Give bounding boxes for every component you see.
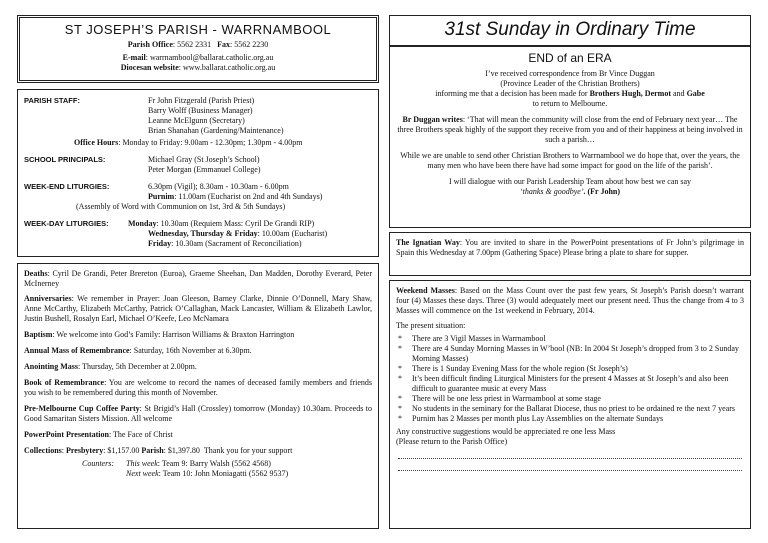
ignatian-box <box>389 232 751 276</box>
list-item: * Purnim has 2 Masses per month plus Lay Assemblies on the alternate Sundays <box>396 414 744 424</box>
fax-label: Fax <box>217 40 230 49</box>
weekday-times <box>128 219 327 249</box>
email-line <box>20 53 376 63</box>
this-week-value: : Team 9: Barry Walsh (5562 4568) <box>157 459 271 468</box>
book-notice <box>24 378 372 398</box>
era-line: I’ve received correspondence from Br Vince Duggan <box>485 69 655 78</box>
duggan-label: Br Duggan writes <box>402 115 463 124</box>
staff-member: Brian Shanahan (Gardening/Maintenance) <box>148 126 284 135</box>
suggestion-line-1[interactable] <box>398 447 742 459</box>
list-item: * There will be one less priest in Warrnambool at some stage <box>396 394 744 404</box>
fr-john-sign: . (Fr John) <box>583 187 621 196</box>
principals-section <box>24 155 372 175</box>
weekend-line1: 6.30pm (Vigil); 8.30am - 10.30am - 6.00pm <box>148 182 289 191</box>
powerpoint-label: PowerPoint Presentation <box>24 430 109 439</box>
situation-list <box>396 334 744 424</box>
anointing-text: : Thursday, 5th December at 2.00pm. <box>78 362 197 371</box>
email-label: E-mail <box>122 53 146 62</box>
office-hours <box>74 138 372 148</box>
powerpoint-text: : The Face of Christ <box>108 430 173 439</box>
weekday-wtf <box>148 229 327 239</box>
era-paragraph-2 <box>396 115 744 145</box>
weekday-monday <box>128 219 327 229</box>
weekend-masses-box <box>389 280 751 529</box>
website-line <box>20 63 376 73</box>
friday-label: Friday <box>148 239 172 248</box>
baptism-label: Baptism <box>24 330 53 339</box>
ignatian-text: : You are invited to share in the PowerPoint presentations of Fr John’s pilgrimage in Spain this Wednesday at 7.00pm (Gathering Space) Please bring a plate to share for supper. <box>396 238 745 257</box>
principal: Peter Morgan (Emmanuel College) <box>148 165 261 174</box>
collections-thanks: Thank you for your support <box>203 446 293 455</box>
staff-list <box>148 96 284 136</box>
deaths-text: : Cyril De Grandi, Peter Brereton (Euroa), Graeme Sheehan, Dan Madden, Dorothy Everard, Peter McInerney <box>24 269 372 288</box>
weekend-times <box>148 182 322 202</box>
collections-notice: Collections: Presbytery: $1,157.00 Parish: $1,397.80 Thank you for your support <box>24 446 293 455</box>
annual-mass-text: : Saturday, 16th November at 6.30pm. <box>129 346 252 355</box>
staff-section <box>24 96 372 136</box>
parish-header-box <box>17 15 379 83</box>
anointing-label: Anointing Mass <box>24 362 79 371</box>
monday-label: Monday <box>128 219 157 228</box>
weekend-section <box>24 182 372 202</box>
parish-name: ST JOSEPH’S PARISH - WARRNAMBOOL <box>64 22 332 37</box>
wtf-label: Wednesday, Thursday & Friday <box>148 229 258 238</box>
office-phone: : 5562 2331 <box>172 40 212 49</box>
duggan-quote: : ‘That will mean the community will close from the end of February next year… The three Brothers speak highly of the support they receive from you and of their happiness at being involved in such a parish… <box>397 115 743 144</box>
weekend-masses-text: : Based on the Mass Count over the past few years, St Joseph’s Parish doesn’t warrant four (4) Masses these days. Three (3) would adequately meet our present need. Thus the change from 4 to 3 Masses will commence on the 1st weekend in February, 2014. <box>396 286 744 315</box>
website-link[interactable]: : www.ballarat.catholic.org.au <box>178 63 276 72</box>
end-of-era-box <box>389 46 751 228</box>
counters-list <box>126 459 288 479</box>
monday-value: : 10.30am (Requiem Mass: Cyril De Grandi RIP) <box>156 219 315 228</box>
book-label: Book of Remembrance <box>24 378 105 387</box>
counters-this-week <box>126 459 288 469</box>
next-week-label: Next week <box>126 469 159 478</box>
friday-value: : 10.30am (Sacrament of Reconciliation) <box>171 239 302 248</box>
coffee-party-label: Pre-Melbourne Cup Coffee Party <box>24 404 140 413</box>
principals-label: SCHOOL PRINCIPALS: <box>24 155 106 164</box>
parish-office-line <box>20 40 376 50</box>
weekend-masses-label: Weekend Masses <box>396 286 455 295</box>
list-item: * There is 1 Sunday Evening Mass for the whole region (St Joseph’s) <box>396 364 744 374</box>
staff-member: Fr John Fitzgerald (Parish Priest) <box>148 96 255 105</box>
weekday-section <box>24 219 372 249</box>
era-dialogue: I will dialogue with our Parish Leadership Team about how best we can say <box>448 177 692 186</box>
weekend-label: WEEK-END LITURGIES: <box>24 182 110 191</box>
annual-mass-notice <box>24 346 372 356</box>
powerpoint-notice <box>24 430 372 440</box>
weekend-purnim <box>148 192 322 202</box>
present-situation: The present situation: <box>396 321 466 330</box>
counters <box>24 459 372 479</box>
annual-mass-label: Annual Mass of Remembrance <box>24 346 130 355</box>
counters-next-week <box>126 469 288 479</box>
notices-box <box>17 263 379 529</box>
list-item: * It’s been difficult finding Liturgical Ministers for the present 4 Masses at St Joseph’s and also been difficult to guarantee music at every Mass <box>396 374 744 394</box>
era-line: to return to Melbourne. <box>532 99 608 108</box>
weekday-friday <box>148 239 327 249</box>
suggestions-note: Any constructive suggestions would be appreciated re one less Mass <box>396 427 616 436</box>
brothers-names: Brothers Hugh, Dermot <box>589 89 671 98</box>
baptism-notice <box>24 330 372 340</box>
collections-label: Collections <box>24 446 62 455</box>
next-week-value: : Team 10: John Moniagatti (5562 9537) <box>158 469 289 478</box>
principal: Michael Gray (St Joseph’s School) <box>148 155 260 164</box>
counters-label: Counters: <box>82 459 114 468</box>
weekday-label: WEEK-DAY LITURGIES: <box>24 219 109 228</box>
suggestion-line-2[interactable] <box>398 459 742 471</box>
deaths-label: Deaths <box>24 269 48 278</box>
email-link[interactable]: : warrnambool@ballarat.catholic.org.au <box>145 53 274 62</box>
era-line <box>396 89 744 99</box>
sunday-title: 31st Sunday in Ordinary Time <box>444 19 696 40</box>
ignatian-notice <box>396 238 744 258</box>
era-and: and <box>673 89 685 98</box>
office-hours-value: : Monday to Friday: 9.00am - 12.30pm; 1.30pm - 4.00pm <box>118 138 303 147</box>
parish-value: : $1,397.80 <box>163 446 200 455</box>
presbytery-value: : $1,157.00 <box>103 446 140 455</box>
list-item: * No students in the seminary for the Ballarat Diocese, thus no priest to be ordained re the next 7 years <box>396 404 744 414</box>
staff-member: Leanne McElgunn (Secretary) <box>148 116 245 125</box>
anniversaries-text: : We remember in Prayer: Joan Gleeson, Barney Clarke, Dinnie O’Donnell, Mary Shaw, Anne McCarthy, Elizabeth McCarthy, Patrick O’Callaghan, Mack Lancaster, William & Elizabeth Lawlor, Justin Bushell, Rosalyn Earl, Michael O’Keefe, Leo McNamara <box>24 294 372 323</box>
fax-number: : 5562 2230 <box>230 40 269 49</box>
thanks-goodbye: ‘thanks & goodbye’ <box>519 187 584 196</box>
anniversaries-label: Anniversaries <box>24 294 72 303</box>
list-item: * There are 4 Sunday Morning Masses in W’bool (NB: In 2004 St Joseph’s dropped from 3 to 2 Sunday Morning Masses) <box>396 344 744 364</box>
purnim-value: : 11.00am (Eucharist on 2nd and 4th Sundays) <box>174 192 323 201</box>
coffee-party-notice <box>24 404 372 424</box>
brother-gabe: Gabe <box>686 89 705 98</box>
era-paragraph-4 <box>396 177 744 197</box>
staff-member: Barry Wolff (Business Manager) <box>148 106 253 115</box>
staff-label: PARISH STAFF: <box>24 96 80 105</box>
wtf-value: : 10.00am (Eucharist) <box>257 229 328 238</box>
baptism-text: : We welcome into God’s Family: Harrison Williams & Braxton Harrington <box>52 330 295 339</box>
era-title: END of an ERA <box>528 51 612 65</box>
office-label: Parish Office <box>127 40 173 49</box>
weekend-masses-notice <box>396 286 744 316</box>
website-label: Diocesan website <box>120 63 179 72</box>
office-hours-label: Office Hours <box>74 138 119 147</box>
era-text: informing me that a decision has been made for <box>435 89 588 98</box>
era-paragraph-1 <box>396 69 744 109</box>
book-text: : You are welcome to record the names of deceased family members and friends you wish to be remembered during this month of November. <box>24 378 372 397</box>
coffee-party-text: : St Brigid’s Hall (Crossley) tomorrow (Monday) 10.30am. Proceeds to Good Samaritan Sisters Mission. All welcome <box>24 404 372 423</box>
anniversaries-notice <box>24 294 372 324</box>
parish-label: Parish <box>141 446 164 455</box>
presbytery-label: Presbytery <box>66 446 104 455</box>
title-box <box>389 15 751 46</box>
era-line: (Province Leader of the Christian Brothers) <box>500 79 640 88</box>
list-item: * There are 3 Vigil Masses in Warrnambool <box>396 334 744 344</box>
era-paragraph-3: While we are unable to send other Christian Brothers to Warrnambool we do hope that, over the years, the many men who have been there have had some impact for good on the life of the parish’. <box>400 151 740 170</box>
ignatian-label: The Ignatian Way <box>396 238 460 247</box>
staff-liturgy-box <box>17 89 379 257</box>
anointing-notice <box>24 362 372 372</box>
purnim-label: Purnim <box>148 192 175 201</box>
principals-list <box>148 155 261 175</box>
deaths-notice <box>24 269 372 289</box>
this-week-label: This week <box>126 459 158 468</box>
return-note: (Please return to the Parish Office) <box>396 437 508 446</box>
weekend-line3: (Assembly of Word with Communion on 1st, 3rd & 5th Sundays) <box>76 202 286 211</box>
